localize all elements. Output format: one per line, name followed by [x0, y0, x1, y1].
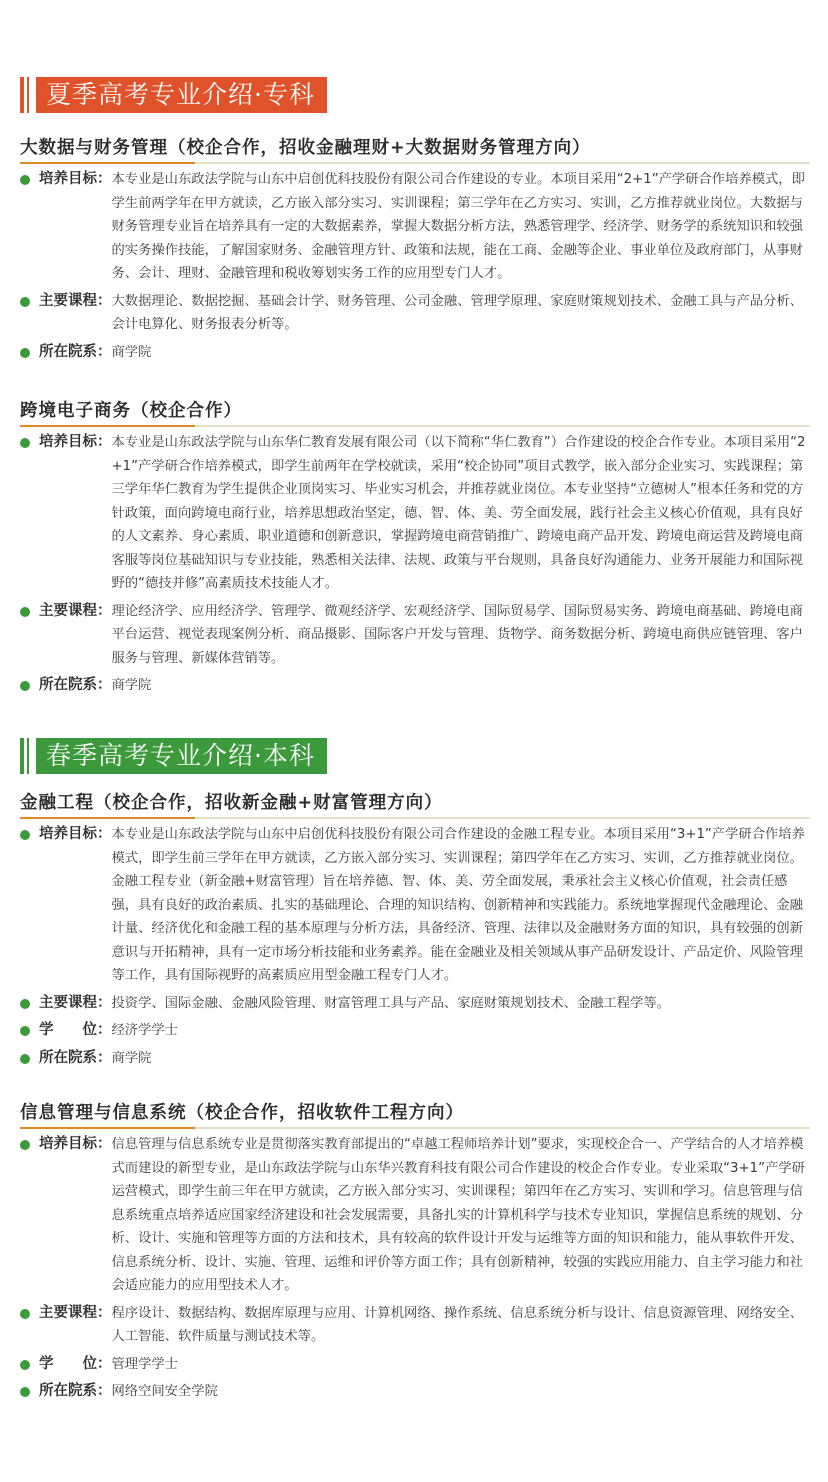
section-banner-spring [20, 738, 327, 774]
title-divider [20, 1127, 810, 1129]
info-row-degree [20, 1353, 810, 1377]
bullet-dot-icon [20, 438, 30, 448]
title-divider [20, 425, 810, 427]
title-divider-accent [20, 817, 195, 819]
bullet-dot-icon [20, 348, 30, 358]
info-row-courses [20, 1302, 810, 1349]
section-title: 夏季高考专业介绍·专科 [36, 77, 327, 113]
row-label: 主要课程： [39, 602, 112, 619]
row-content: 管理学学士 [111, 1356, 178, 1372]
section-title: 春季高考专业介绍·本科 [36, 738, 327, 774]
info-row-objective [20, 431, 810, 596]
bullet-dot-icon [20, 1140, 30, 1150]
row-content: 理论经济学、应用经济学、管理学、微观经济学、宏观经济学、国际贸易学、国际贸易实务、跨境电商基础、跨境电商平台运营、视觉表现案例分析、商品摄影、国际客户开发与管理、货物学、商务数据分析、跨境电商供应链管理、客户服务与管理、新媒体营销等。 [111, 603, 803, 666]
row-content: 投资学、国际金融、金融风险管理、财富管理工具与产品、家庭财策规划技术、金融工程学等。 [111, 995, 670, 1011]
section-banner-summer [20, 77, 327, 113]
row-label: 学 位： [39, 1022, 112, 1038]
row-label: 主要课程： [39, 994, 112, 1011]
row-content: 本专业是山东政法学院与山东华仁教育发展有限公司（以下简称“华仁教育”）合作建设的校企合作专业。本项目采用“2+1”产学研合作培养模式，即学生前两年在学校就读，采用“校企协同”项目式教学，嵌入部分企业实习、实践课程；第三学年华仁教育为学生提供企业顶岗实习、毕业实习机会，并推荐就业岗位。本专业坚持“立德树人”根本任务和党的方针政策，面向跨境电商行业，培养思想政治坚定，德、智、体、美、劳全面发展，践行社会主义核心价值观，具有良好的人文素养、身心素质、职业道德和创新意识，掌握跨境电商营销推广、跨境电商产品开发、跨境电商运营及跨境电商客服等岗位基础知识与专业技能，熟悉相关法律、法规、政策与平台规则，具备良好沟通能力、业务开展能力和国际视野的“德技并修”高素质技术技能人才。 [111, 435, 806, 591]
row-content: 本专业是山东政法学院与山东中启创优科技股份有限公司合作建设的专业。本项目采用“2+1”产学研合作培养模式，即学生前两学年在甲方就读，乙方嵌入部分实习、实训课程；第三学年在乙方实习、实训，乙方推荐就业岗位。大数据与财务管理专业旨在培养具有一定的大数据素养，掌握大数据分析方法，熟悉管理学、经济学、财务学的系统知识和较强的实务操作技能，了解国家财务、金融管理方针、政策和法规，能在工商、金融等企业、事业单位及政府部门，从事财务、会计、理财、金融管理和税收筹划实务工作的应用型专门人才。 [111, 172, 805, 281]
major-block [20, 1100, 810, 1404]
row-label: 培养目标： [39, 171, 112, 187]
info-row-department [20, 1047, 810, 1071]
info-row-objective [20, 168, 810, 286]
row-content: 商学院 [111, 344, 152, 360]
row-content: 本专业是山东政法学院与山东中启创优科技股份有限公司合作建设的金融工程专业。本项目采用“3+1”产学研合作培养模式，即学生前三学年在甲方就读，乙方嵌入部分实习、实训课程；第四学年在乙方实习、实训，乙方推荐就业岗位。金融工程专业（新金融+财富管理）旨在培养德、智、体、美、劳全面发展，秉承社会主义核心价值观，社会责任感强，具有良好的政治素质、扎实的基础理论、合理的知识结构、创新精神和实践能力。系统地掌握现代金融理论、金融计量、经济优化和金融工程的基本原理与分析方法，具备经济、管理、法律以及金融财务方面的知识，具有较强的创新意识与开拓精神，具有一定市场分析技能和业务素养。能在金融业及相关领域从事产品研发设计、产品定价、风险管理等工作，具有国际视野的高素质应用型金融工程专门人才。 [111, 827, 805, 983]
row-content: 网络空间安全学院 [111, 1384, 218, 1399]
bullet-dot-icon [20, 297, 30, 307]
bullet-dot-icon [20, 607, 30, 617]
row-label: 所在院系： [39, 677, 112, 693]
row-label: 所在院系： [39, 1049, 112, 1066]
info-row-degree [20, 1019, 810, 1043]
info-row-department [20, 1380, 810, 1404]
row-label: 主要课程： [39, 292, 112, 309]
banner-bar [20, 738, 24, 774]
info-row-courses [20, 992, 810, 1016]
bullet-dot-icon [20, 1360, 30, 1370]
bullet-dot-icon [20, 1026, 30, 1036]
row-content: 经济学学士 [111, 1023, 178, 1038]
bullet-dot-icon [20, 1309, 30, 1319]
row-label: 学 位： [39, 1355, 112, 1372]
title-divider-accent [20, 162, 195, 164]
major-title: 大数据与财务管理（校企合作，招收金融理财+大数据财务管理方向） [20, 138, 591, 158]
row-label: 培养目标： [39, 1136, 112, 1152]
title-divider-accent [20, 425, 195, 427]
major-block [20, 790, 810, 1070]
info-row-objective [20, 1133, 810, 1298]
info-row-objective [20, 823, 810, 988]
row-content: 大数据理论、数据挖掘、基础会计学、财务管理、公司金融、管理学原理、家庭财策规划技术、金融工具与产品分析、会计电算化、财务报表分析等。 [111, 293, 803, 332]
major-title: 信息管理与信息系统（校企合作，招收软件工程方向） [20, 1103, 464, 1123]
info-row-courses [20, 290, 810, 337]
row-label: 培养目标： [39, 826, 112, 842]
banner-bar [27, 77, 29, 113]
info-row-courses [20, 600, 810, 671]
major-title: 金融工程（校企合作，招收新金融+财富管理方向） [20, 793, 443, 813]
major-block [20, 135, 810, 364]
info-row-department [20, 341, 810, 365]
row-label: 主要课程： [39, 1304, 112, 1321]
title-divider [20, 162, 810, 164]
bullet-dot-icon [20, 1054, 30, 1064]
info-row-department [20, 674, 810, 698]
title-divider-accent [20, 1127, 195, 1129]
row-label: 所在院系： [39, 1383, 112, 1399]
major-block [20, 398, 810, 698]
major-title: 跨境电子商务（校企合作） [20, 401, 242, 421]
banner-bar [27, 738, 29, 774]
banner-bar [20, 77, 24, 113]
row-content: 商学院 [111, 678, 152, 693]
title-divider [20, 817, 810, 819]
row-content: 程序设计、数据结构、数据库原理与应用、计算机网络、操作系统、信息系统分析与设计、信息资源管理、网络安全、人工智能、软件质量与测试技术等。 [111, 1305, 803, 1344]
row-label: 所在院系： [39, 343, 112, 360]
row-content: 商学院 [111, 1050, 152, 1066]
bullet-dot-icon [20, 1387, 30, 1397]
row-content: 信息管理与信息系统专业是贯彻落实教育部提出的“卓越工程师培养计划”要求，实现校企合一、产学结合的人才培养模式而建设的新型专业，是山东政法学院与山东华兴教育科技有限公司合作建设的校企合作专业。专业采取“3+1”产学研运营模式，即学生前三年在甲方就读，乙方嵌入部分实习、实训课程；第四年在乙方实习、实训和学习。信息管理与信息系统重点培养适应国家经济建设和社会发展需要，具备扎实的计算机科学与技术专业知识，掌握信息系统的规划、分析、设计、实施和管理等方面的方法和技术，具有较高的软件设计开发与运维等方面的知识和能力，能从事软件开发、信息系统分析、设计、实施、管理、运维和评价等方面工作；具有创新精神，较强的实践应用能力、自主学习能力和社会适应能力的应用型技术人才。 [111, 1137, 805, 1293]
bullet-dot-icon [20, 175, 30, 185]
row-label: 培养目标： [39, 434, 112, 450]
bullet-dot-icon [20, 681, 30, 691]
bullet-dot-icon [20, 999, 30, 1009]
bullet-dot-icon [20, 830, 30, 840]
